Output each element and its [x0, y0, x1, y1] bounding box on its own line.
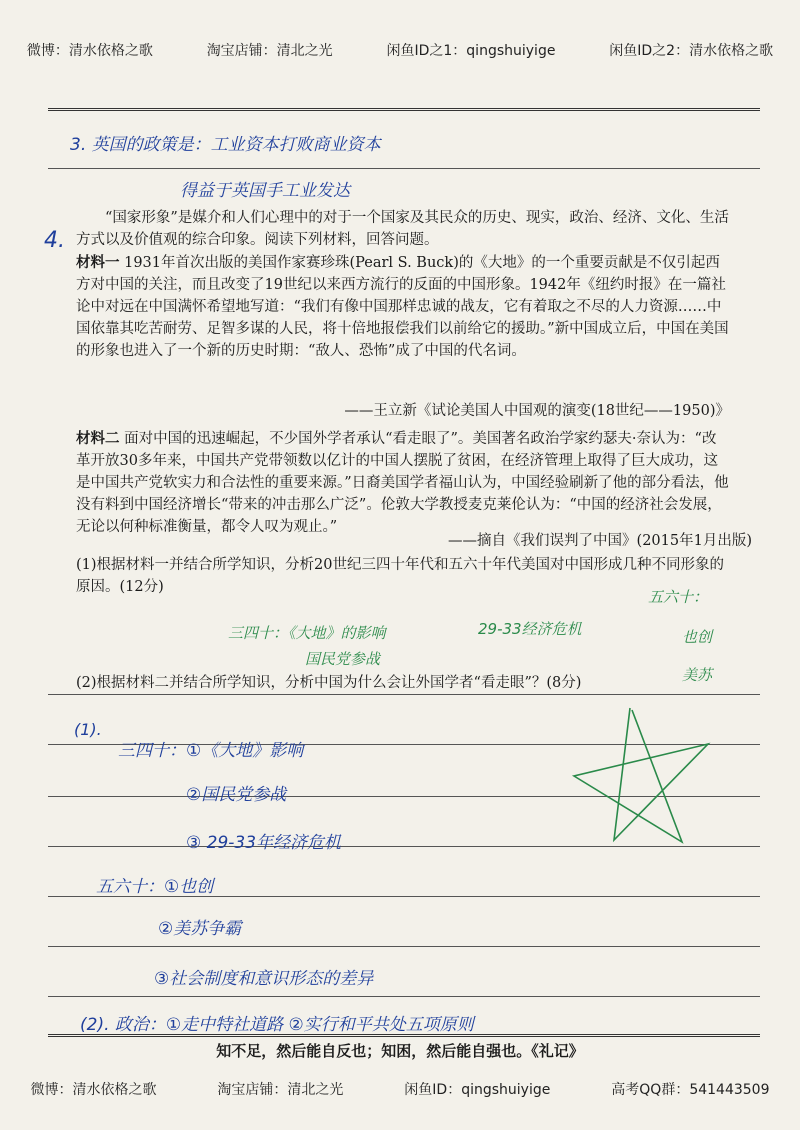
header-xianyu-2: 闲鱼ID之2：清水依格之歌 [609, 43, 774, 59]
ruled-line [48, 694, 760, 695]
margin-note-also: 也创 [682, 628, 713, 646]
header-taobao: 淘宝店铺：清北之光 [206, 43, 333, 59]
margin-note-5060: 五六十： [648, 588, 709, 606]
footer-weibo: 微博：清水依格之歌 [30, 1082, 157, 1098]
material-1-label: 材料一 [76, 254, 120, 271]
material-1 [76, 252, 730, 362]
ruled-line [48, 168, 760, 169]
handwritten-note-industry: 得益于英国手工业发达 [180, 181, 350, 201]
header-xianyu-1: 闲鱼ID之1：qingshuiyige [386, 43, 556, 59]
answer-1-label: (1). [74, 720, 102, 739]
material-2-text: 面对中国的迅速崛起，不少国外学者承认“看走眼了”。美国著名政治学家约瑟夫·奈认为：“改革开放30多年来，中国共产党带领数以亿计的中国人摆脱了贫困，在经济管理上取得了巨大成功，这是中国共产党软实力和合法性的重要来源。”日裔美国学者福山认为，中国经验刷新了他的部分看法，他没有料到中国经济增长“带来的冲击那么广泛”。伦敦大学教授麦克莱伦认为：“中国的经济社会发展，无论以何种标准衡量，都令人叹为观止。” [76, 431, 729, 535]
answer-1-line-5: ②美苏争霸 [158, 919, 242, 939]
page-footer [0, 1079, 800, 1099]
answer-2-line-1: (2). 政治：①走中特社道路 ②实行和平共处五项原则 [80, 1015, 474, 1035]
material-1-source: ——王立新《试论美国人中国观的演变(18世纪——1950)》 [344, 403, 730, 419]
answer-1-line-2: ②国民党参战 [186, 785, 287, 805]
margin-note-crisis: 29-33经济危机 [478, 620, 582, 638]
footer-xianyu: 闲鱼ID：qingshuiyige [404, 1082, 551, 1098]
ruled-line [48, 946, 760, 947]
footer-qq: 高考QQ群：541443509 [611, 1082, 770, 1098]
ruled-line [48, 996, 760, 997]
footer-taobao: 淘宝店铺：清北之光 [217, 1082, 344, 1098]
header-weibo: 微博：清水依格之歌 [26, 43, 153, 59]
sub-question-1: (1)根据材料一并结合所学知识，分析20世纪三四十年代和五六十年代美国对中国形成几种不同形象的原因。(12分) [76, 557, 724, 595]
material-2-label: 材料二 [76, 430, 120, 447]
sub-question-2: (2)根据材料二并结合所学知识，分析中国为什么会让外国学者“看走眼”？(8分) [76, 675, 582, 691]
margin-note-kmt: 国民党参战 [305, 650, 381, 668]
ruled-line [48, 108, 760, 111]
material-2 [76, 428, 730, 538]
question-number: 4. [44, 228, 65, 253]
margin-note-3040: 三四十：《大地》的影响 [228, 624, 386, 642]
answer-1-line-3: ③ 29-33年经济危机 [186, 833, 342, 853]
answer-1-line-6: ③社会制度和意识形态的差异 [154, 969, 374, 989]
margin-note-us-ussr: 美苏 [682, 666, 713, 684]
question-intro: “国家形象”是媒介和人们心理中的对于一个国家及其民众的历史、现实，政治、经济、文化、生活方式以及价值观的综合印象。阅读下列材料，回答问题。 [76, 210, 729, 248]
star-icon [566, 704, 716, 854]
answer-1-line-4: 五六十：①也创 [96, 877, 214, 897]
material-2-source: ——摘自《我们误判了中国》(2015年1月出版) [448, 533, 752, 549]
answer-1-line-1: 三四十：①《大地》影响 [118, 741, 304, 761]
page-header [0, 40, 800, 60]
motto-quote: 知不足，然后能自反也；知困，然后能自强也。《礼记》 [216, 1042, 584, 1060]
handwritten-note-3: 3. 英国的政策是：工业资本打败商业资本 [70, 135, 381, 155]
material-1-text: 1931年首次出版的美国作家赛珍珠(Pearl S. Buck)的《大地》的一个重要贡献是不仅引起西方对中国的关注，而且改变了19世纪以来西方流行的反面的中国形象。1942年《纽约时报》在一篇社论中对远在中国满怀希望地写道：“我们有像中国那样忠诚的战友，它有着取之不尽的人力资源……中国依靠其吃苦耐劳、足智多谋的人民，将十倍地报偿我们以前给它的援助。”新中国成立后，中国在美国的形象也进入了一个新的历史时期：“敌人、恐怖”成了中国的代名词。 [76, 255, 729, 359]
